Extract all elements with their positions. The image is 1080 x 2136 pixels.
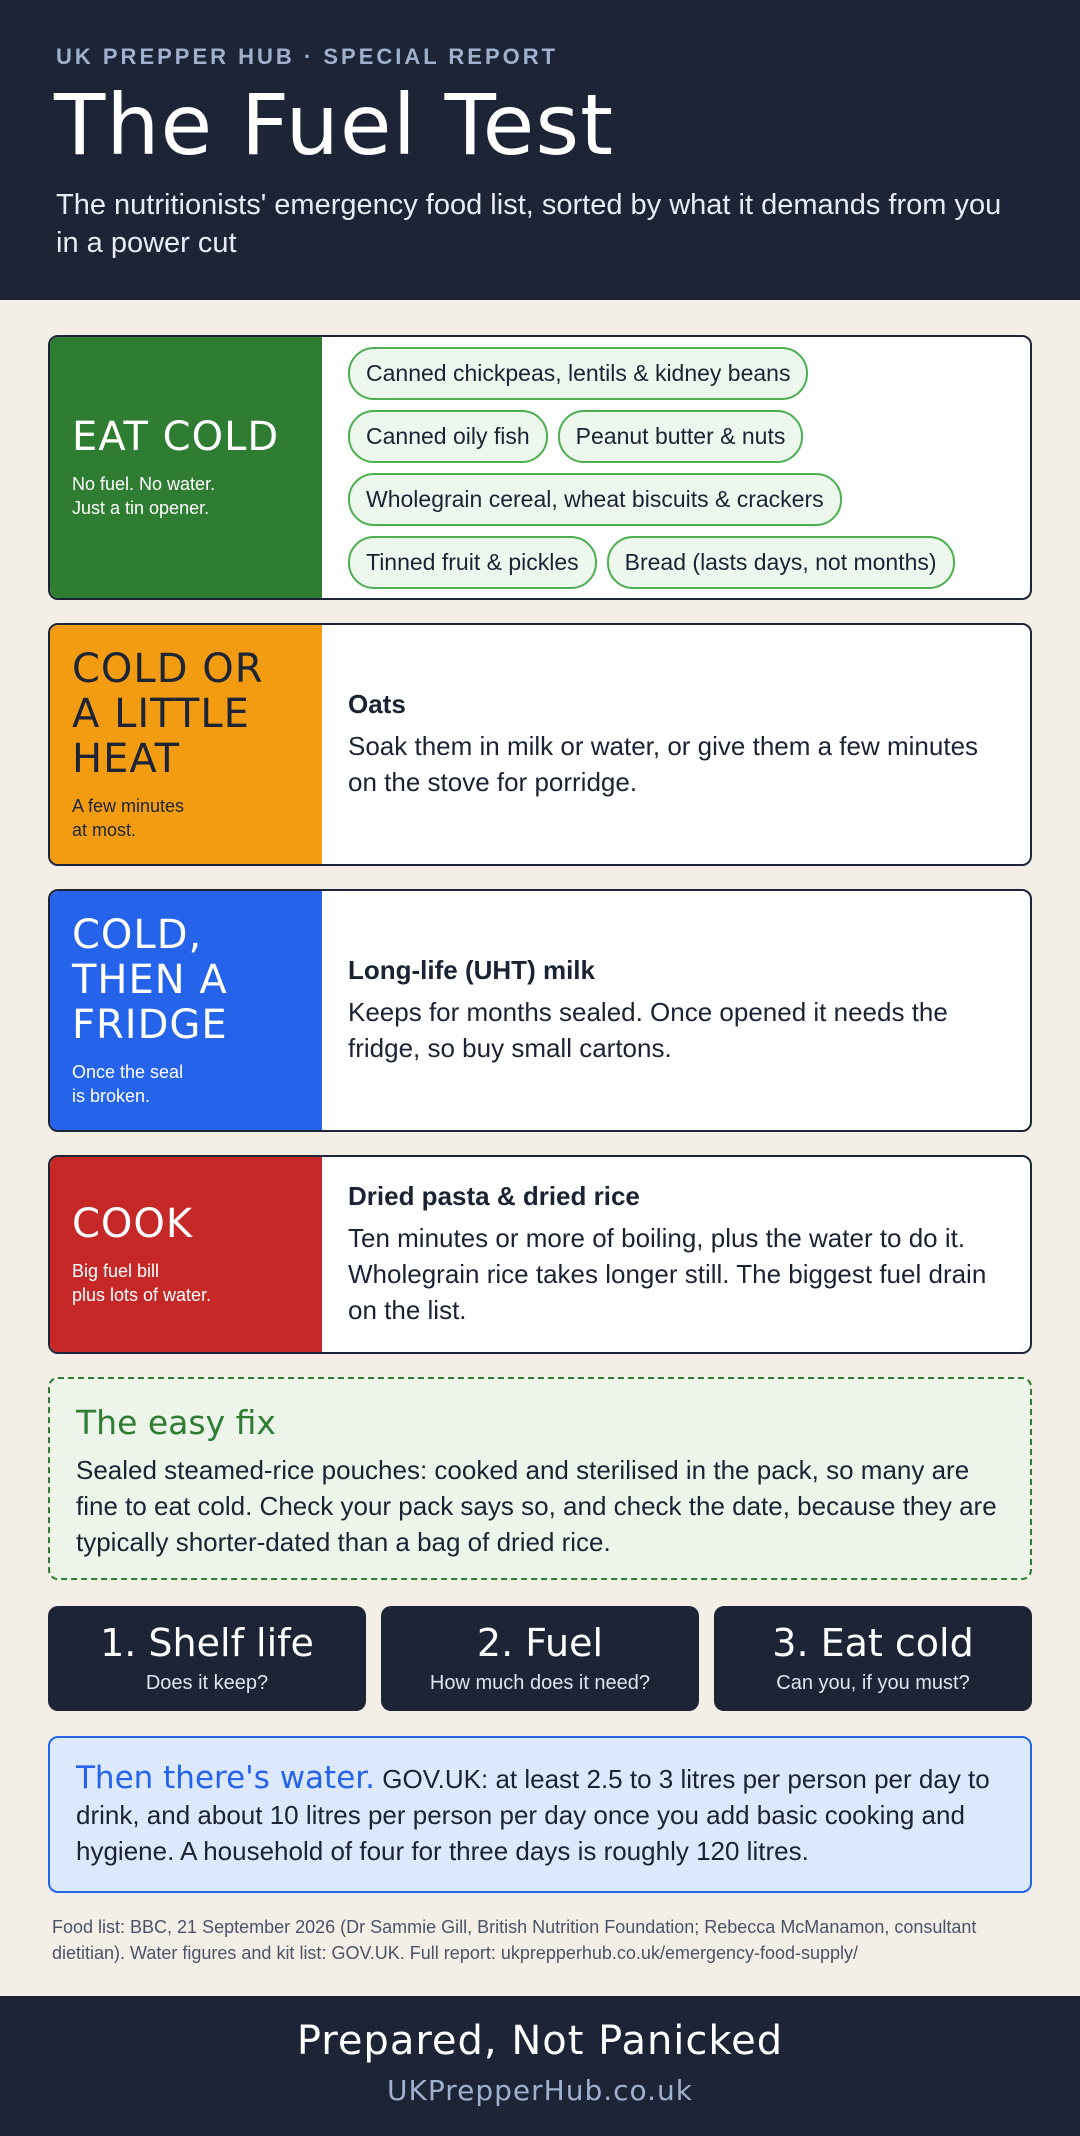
water-heading: Then there's water.	[76, 1760, 376, 1796]
tier-content	[322, 337, 1030, 598]
tier-description: No fuel. No water. Just a tin opener.	[72, 474, 216, 518]
tier-description: A few minutes at most.	[72, 796, 185, 840]
criteria-steps	[48, 1606, 1032, 1711]
easy-fix-heading: The easy fix	[76, 1403, 276, 1442]
step-fuel	[381, 1606, 699, 1711]
report-kicker: UK PREPPER HUB · SPECIAL REPORT	[56, 44, 559, 69]
food-item-text: Soak them in milk or water, or give them a few minutes on the stove for porridge.	[348, 731, 979, 797]
page-subtitle: The nutritionists' emergency food list, sorted by what it demands from you in a power cut	[56, 189, 1002, 259]
source-note: Food list: BBC, 21 September 2026 (Dr Sammie Gill, British Nutrition Foundation; Rebecca McManamon, consultant dietitian). Water figures and kit list: GOV.UK. Full report: ukprepperhub.co.uk/emergency-food-supply/	[52, 1917, 977, 1963]
tier-card-cold-then-fridge	[48, 889, 1032, 1132]
footer	[0, 1996, 1080, 2136]
tier-label: COOK	[72, 1201, 194, 1247]
water-text: GOV.UK: at least 2.5 to 3 litres per person per day to drink, and about 10 litres per person per day once you add basic cooking and hygiene. A household of four for three days is roughly 120 litres.	[76, 1764, 990, 1866]
step-title: 2. Fuel	[476, 1621, 604, 1665]
food-item-name: Dried pasta & dried rice	[348, 1181, 640, 1211]
tier-description: Once the seal is broken.	[72, 1062, 184, 1106]
water-box	[48, 1736, 1032, 1893]
tier-content	[322, 1157, 1030, 1352]
food-item-text: Keeps for months sealed. Once opened it needs the fridge, so buy small cartons.	[348, 997, 948, 1063]
footer-url[interactable]: UKPrepperHub.co.uk	[386, 2074, 694, 2107]
step-question: Can you, if you must?	[776, 1672, 970, 1694]
food-pill: Tinned fruit & pickles	[348, 536, 597, 589]
footer-slogan: Prepared, Not Panicked	[296, 2018, 784, 2064]
tier-label-panel	[50, 337, 322, 598]
step-eat-cold	[714, 1606, 1032, 1711]
tier-card-eat-cold	[48, 335, 1032, 600]
food-pill: Peanut butter & nuts	[558, 410, 804, 463]
easy-fix-box	[48, 1377, 1032, 1580]
easy-fix-text: Sealed steamed-rice pouches: cooked and sterilised in the pack, so many are fine to eat cold. Check your pack says so, and check the date, because they are typically shorter-dated than a bag of dried rice.	[76, 1455, 997, 1557]
tier-content	[322, 625, 1030, 864]
food-pill: Bread (lasts days, not months)	[607, 536, 955, 589]
tier-label: COLD, THEN A FRIDGE	[72, 912, 228, 1048]
tier-label: EAT COLD	[72, 414, 280, 460]
tier-content	[322, 891, 1030, 1130]
tier-label: COLD OR A LITTLE HEAT	[72, 646, 264, 782]
tier-label-panel	[50, 891, 322, 1130]
header	[0, 0, 1080, 300]
tier-card-cold-or-little-heat	[48, 623, 1032, 866]
food-item-text: Ten minutes or more of boiling, plus the water to do it. Wholegrain rice takes longer still. The biggest fuel drain on the list.	[348, 1223, 987, 1325]
step-shelf-life	[48, 1606, 366, 1711]
tier-label-panel	[50, 625, 322, 864]
food-item-name: Long-life (UHT) milk	[348, 955, 595, 985]
page-title: The Fuel Test	[54, 76, 615, 174]
step-title: 1. Shelf life	[100, 1621, 314, 1665]
step-question: How much does it need?	[429, 1672, 651, 1694]
tier-label-panel	[50, 1157, 322, 1352]
step-question: Does it keep?	[145, 1672, 269, 1694]
tier-description: Big fuel bill plus lots of water.	[72, 1261, 212, 1305]
tier-card-cook	[48, 1155, 1032, 1354]
food-item-name: Oats	[348, 689, 406, 719]
food-pill: Canned oily fish	[348, 410, 548, 463]
food-pill-list	[348, 347, 1004, 589]
food-pill: Canned chickpeas, lentils & kidney beans	[348, 347, 808, 400]
food-pill: Wholegrain cereal, wheat biscuits & crackers	[348, 473, 842, 526]
step-title: 3. Eat cold	[772, 1621, 974, 1665]
